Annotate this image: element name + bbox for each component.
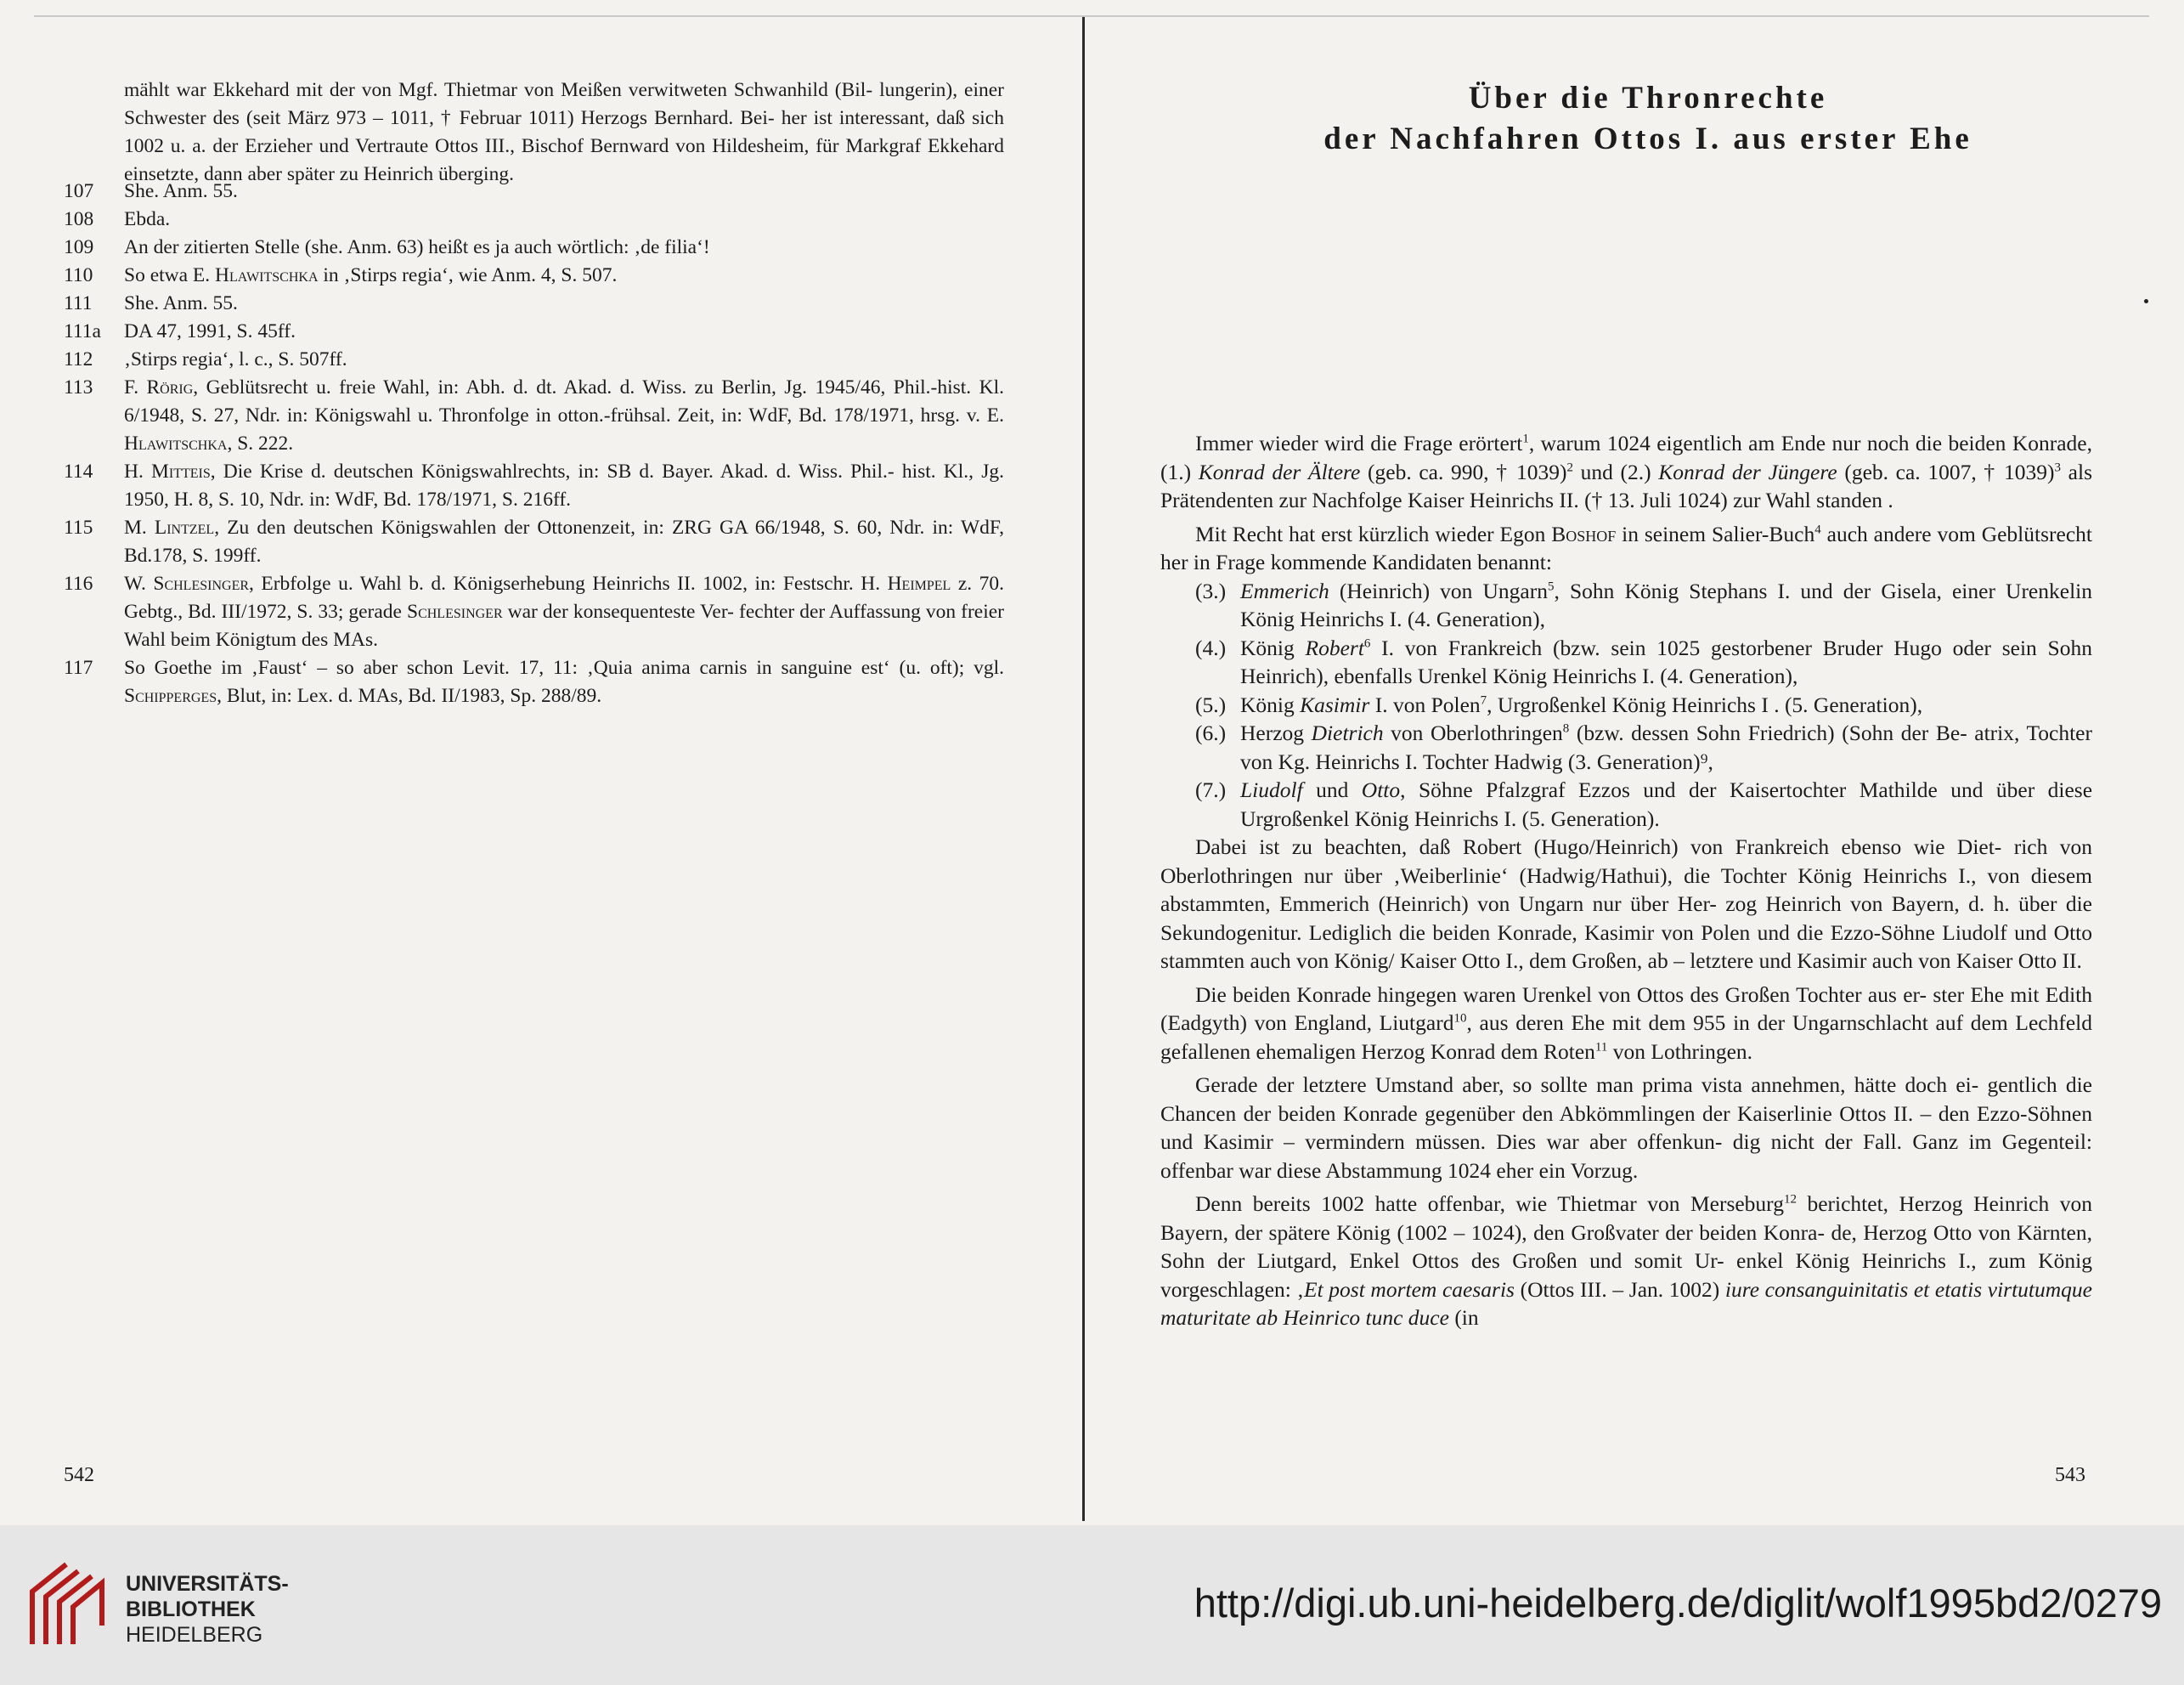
library-footer: [0, 1525, 2184, 1685]
footnote-text: Ebda.: [124, 208, 171, 230]
footnote-text: M. Lintzel, Zu den deutschen Königswahlen der Ottonenzeit, in: ZRG GA 66/1948, S. 60, Ndr. in: WdF, Bd.178, S. 199ff.: [124, 517, 1004, 567]
footnote-text: W. Schlesinger, Erbfolge u. Wahl b. d. Königserhebung Heinrichs II. 1002, in: Festschr. H. Heimpel z. 70. Gebtg., Bd. III/1972, S. 33; gerade Schlesinger war der konsequenteste Ver- fechter der Auffassung von freier Wahl beim Königtum des MAs.: [124, 573, 1005, 651]
paragraph: Denn bereits 1002 hatte offenbar, wie Thietmar von Merseburg$^{12}$ berichtet, Herzog Heinrich von Bayern, der spätere König (1002 – 1024), den Großvater der beiden Konra- de, Herzog Otto von Kärnten, Sohn der Liutgard, Enkel Ottos des Großen und somit Ur- enkel König Heinrichs I., zum König vorgeschlagen: ‚Et post mortem caesaris (Ottos III. – Jan. 1002) iure consanguinitatis et etatis virtutumque maturitate ab Heinrico tunc duce (in: [1160, 1191, 2092, 1330]
paragraph: Gerade der letztere Umstand aber, so sollte man prima vista annehmen, hätte doch ei- gentlich die Chancen der beiden Konrade gegenüber den Abkömmlingen der Kaiserlinie Ottos II. – den Ezzo-Söhnen und Kasimir – vermindern müssen. Dies war aber offenkun- dig nicht der Fall. Ganz im Gegenteil: offenbar war diese Abstammung 1024 eher ein Vorzug.: [1160, 1072, 2092, 1183]
footnote: [64, 374, 1004, 458]
paragraph: Immer wieder wird die Frage erörtert$^1$, warum 1024 eigentlich am Ende nur noch die beiden Konrade, (1.) Konrad der Ältere (geb. ca. 990, † 1039)$^2$ und (2.) Konrad der Jüngere (geb. ca. 1007, † 1039)$^3$ als Prätendenten zur Nachfolge Kaiser Heinrichs II. († 13. Juli 1024) zur Wahl standen .: [1160, 431, 2092, 512]
author-name: Schlesinger: [407, 601, 503, 623]
footnote-text: DA 47, 1991, S. 45ff.: [124, 320, 296, 342]
footnote-number: 116: [64, 573, 93, 595]
footnote: [64, 290, 1004, 318]
footnote: [64, 570, 1004, 654]
page-number: 542: [64, 1464, 94, 1486]
footnote: [64, 514, 1004, 570]
footnote-text: So Goethe im ‚Faust‘ – so aber schon Levit. 17, 11: ‚Quia anima carnis in sanguine est‘ (u. oft); vgl. Schipperges, Blut, in: Lex. d. MAs, Bd. II/1983, Sp. 288/89.: [124, 657, 1004, 707]
footnote-number: 113: [64, 376, 93, 399]
candidate-item: (3.) Emmerich (Heinrich) von Ungarn$^5$, Sohn König Stephans I. und der Gisela, einer Urenkelin König Heinrichs I. (4. Generation),: [1195, 578, 2092, 631]
footnote-text: F. Rörig, Geblütsrecht u. freie Wahl, in: Abh. d. dt. Akad. d. Wiss. zu Berlin, Jg. 1945/46, Phil.-hist. Kl. 6/1948, S. 27, Ndr. in: Königswahl u. Thronfolge in otton.-frühsal. Zeit, in: WdF, Bd. 178/1971, hrsg. v. E. Hlawitschka, S. 222.: [124, 376, 1004, 455]
author-name: Boshof: [1551, 521, 1617, 546]
candidate-item: (6.) Herzog Dietrich von Oberlothringen$^8$ (bzw. dessen Sohn Friedrich) (Sohn der Be- atrix, Tochter von Kg. Heinrichs I. Tochter Hadwig (3. Generation)⁹,: [1195, 721, 2092, 774]
footnote-list: [64, 178, 1004, 710]
footnote-number: 111: [64, 292, 93, 314]
footnote-text: So etwa E. Hlawitschka in ‚Stirps regia‘, wie Anm. 4, S. 507.: [124, 264, 618, 286]
footnote-text: She. Anm. 55.: [124, 292, 238, 314]
footnote-number: 108: [64, 208, 94, 230]
paragraph: Mit Recht hat erst kürzlich wieder Egon Boshof in seinem Salier-Buch$^4$ auch andere vom Geblütsrecht her in Frage kommende Kandidaten benannt:: [1160, 521, 2092, 574]
author-name: Rörig: [146, 376, 194, 399]
margin-mark: [2144, 299, 2148, 303]
footnote-number: 114: [64, 461, 93, 483]
footnote-number: 112: [64, 348, 93, 370]
footnote: [64, 206, 1004, 234]
page-gutter: [1082, 17, 1085, 1521]
page-number: 543: [2055, 1464, 2085, 1486]
chapter-title-line2: der Nachfahren Ottos I. aus erster Ehe: [1323, 122, 1972, 156]
candidate-item: (7.) Liudolf und Otto, Söhne Pfalzgraf Ezzos und der Kaisertochter Mathilde und über diese Urgroßenkel König Heinrichs I. (5. Generation).: [1195, 777, 2093, 831]
permalink-url[interactable]: http://digi.ub.uni-heidelberg.de/diglit/wolf1995bd2/0279: [1194, 1580, 2162, 1626]
footnote-number: 115: [64, 517, 93, 539]
footnote-text: An der zitierten Stelle (she. Anm. 63) heißt es ja auch wörtlich: ‚de filia‘!: [124, 236, 710, 258]
paragraph: Die beiden Konrade hingegen waren Urenkel von Ottos des Großen Tochter aus er- ster Ehe mit Edith (Eadgyth) von England, Liutgard$^{10}$, aus deren Ehe mit dem 955 in der Ungarnschlacht auf dem Lechfeld gefallenen ehemaligen Herzog Konrad dem Roten$^{11}$ von Lothringen.: [1160, 981, 2092, 1064]
footnote: [64, 654, 1004, 710]
chapter-title-line1: Über die Thronrechte: [1468, 81, 1828, 116]
footnote-text: ‚Stirps regia‘, l. c., S. 507ff.: [124, 348, 347, 370]
footnote-number: 111a: [64, 320, 101, 342]
author-name: Lintzel: [154, 517, 215, 539]
candidate-list: [1160, 577, 2092, 834]
main-text: [1160, 429, 2092, 1332]
footnote-text: H. Mitteis, Die Krise d. deutschen Königswahlrechts, in: SB d. Bayer. Akad. d. Wiss. Phil.- hist. Kl., Jg. 1950, H. 8, S. 10, Ndr. in: WdF, Bd. 178/1971, S. 216ff.: [124, 461, 1004, 511]
footnote-number: 109: [64, 236, 94, 258]
footnote: [64, 346, 1004, 374]
footnote-number: 107: [64, 180, 94, 202]
library-name[interactable]: UNIVERSITÄTS- BIBLIOTHEK HEIDELBERG: [126, 1572, 289, 1647]
author-name: Hlawitschka: [124, 433, 228, 455]
footnote: [64, 234, 1004, 262]
footnote: [64, 178, 1004, 206]
author-name: Schipperges: [124, 685, 217, 707]
paragraph: Dabei ist zu beachten, daß Robert (Hugo/Heinrich) von Frankreich ebenso wie Diet- rich von Oberlothringen nur über ‚Weiberlinie‘ (Hadwig/Hathui), die Tochter König Heinrichs I., von diesem abstammten, Emmerich (Heinrich) von Ungarn nur über Her- zog Heinrich von Bayern, d. h. über die Sekundogenitur. Lediglich die beiden Konrade, Kasimir von Polen und die Ezzo-Söhne Liudolf und Otto stammten auch von König/ Kaiser Otto I., dem Großen, ab – letztere und Kasimir auch von Kaiser Otto II.: [1160, 834, 2092, 973]
author-name: Hlawitschka: [215, 264, 319, 286]
left-page: [0, 0, 1083, 1525]
author-name: Schlesinger: [153, 573, 250, 595]
university-library-logo-icon[interactable]: [25, 1558, 106, 1651]
author-name: Mitteis: [151, 461, 211, 483]
candidate-item: (4.) König Robert$^6$ I. von Frankreich (bzw. sein 1025 gestorbener Bruder Hugo oder sein Sohn Heinrich), ebenfalls Urenkel König Heinrichs I. (4. Generation),: [1195, 635, 2092, 688]
footnote: [64, 458, 1004, 514]
footnote-continuation: mählt war Ekkehard mit der von Mgf. Thietmar von Meißen verwitweten Schwanhild (Bil- lungerin), einer Schwester des (seit März 973 – 1011, † Februar 1011) Herzogs Bernhard. Bei- her ist interessant, daß sich 1002 u. a. der Erzieher und Vertraute Ottos III., Bischof Bernward von Hildesheim, für Markgraf Ekkehard einsetzte, dann aber später zu Heinrich überging.: [124, 79, 1004, 185]
footnote-number: 110: [64, 264, 93, 286]
candidate-item: (5.) König Kasimir I. von Polen$^7$, Urgroßenkel König Heinrichs I . (5. Generation),: [1195, 692, 1923, 717]
footnote: [64, 262, 1004, 290]
footnote: [64, 318, 1004, 346]
author-name: Heimpel: [887, 573, 951, 595]
chapter-title: [1223, 78, 2073, 160]
footnote-text: She. Anm. 55.: [124, 180, 238, 202]
footnote-number: 117: [64, 657, 93, 679]
